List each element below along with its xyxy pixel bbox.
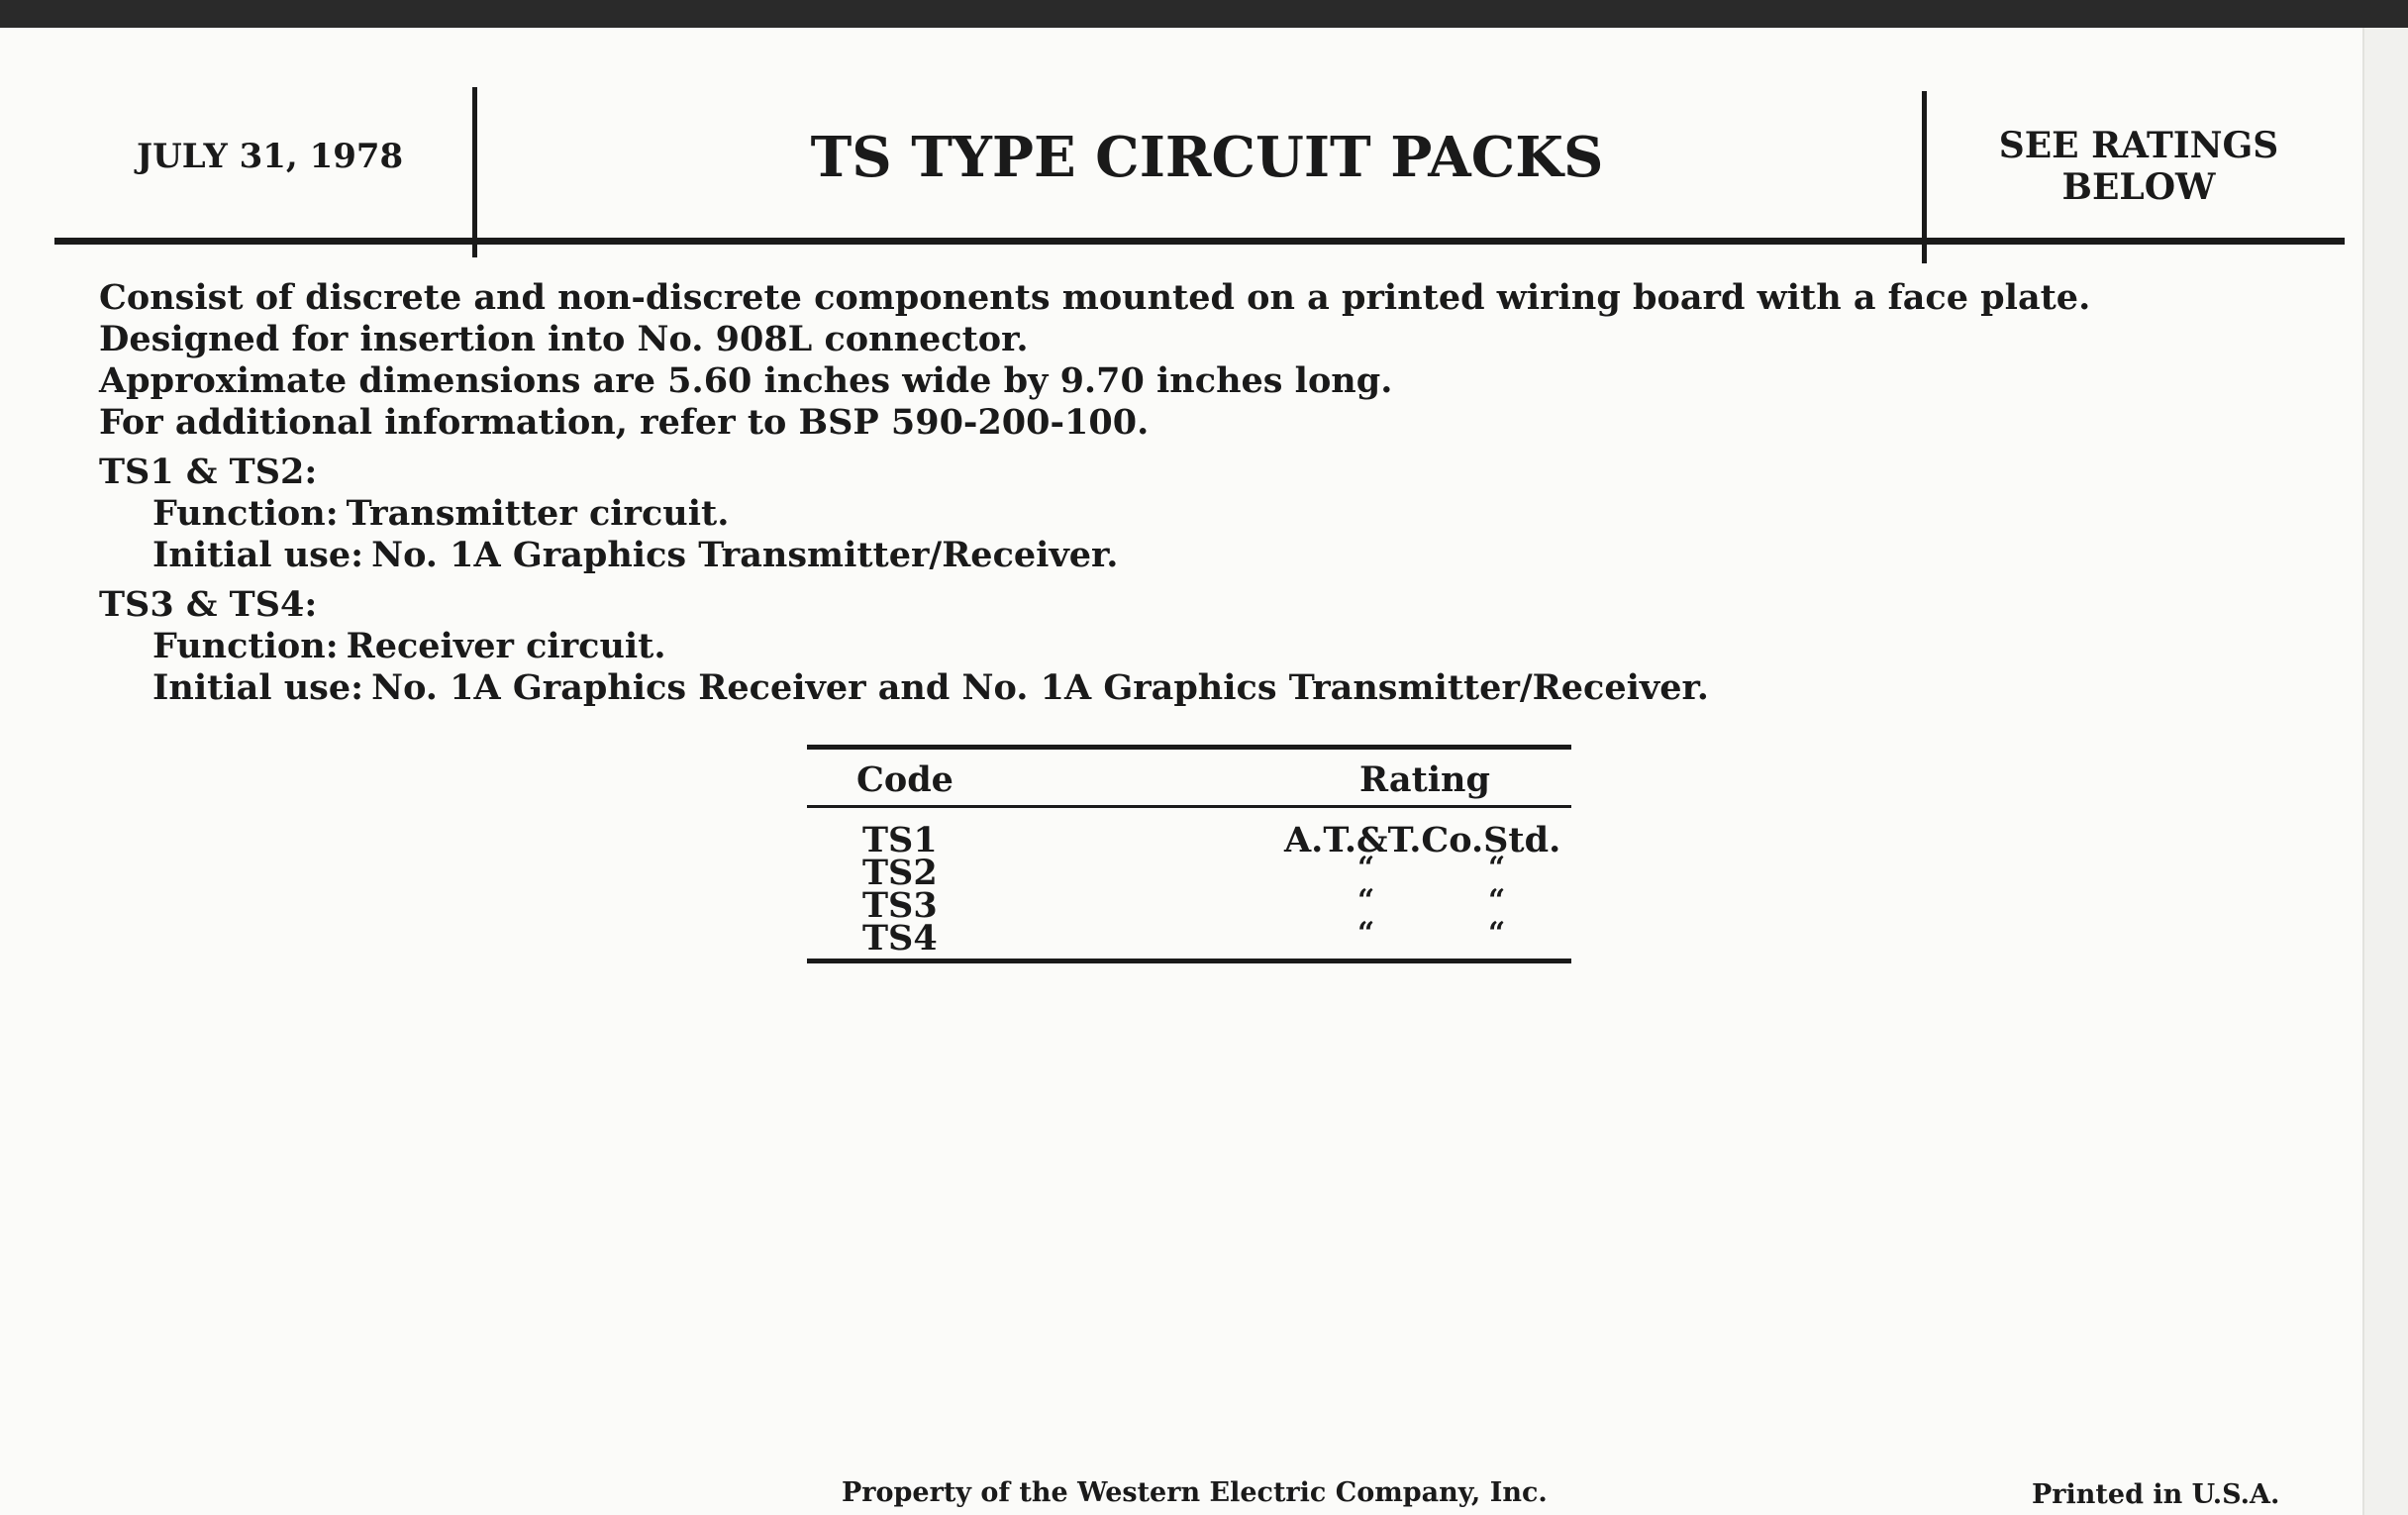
function-label: Function: (152, 493, 339, 534)
function-line (99, 626, 2090, 667)
card-title: TS TYPE CIRCUIT PACKS (810, 125, 1604, 190)
ratings-note-line2: BELOW (2061, 166, 2216, 208)
code-column-header: Code (856, 759, 953, 800)
code-cell: TS1 (862, 820, 938, 860)
catalog-card (0, 28, 2408, 1515)
ditto-mark: “ (1488, 883, 1506, 918)
table-header (807, 750, 1571, 808)
initial-use-label: Initial use: (152, 535, 364, 575)
ratings-note-line1: SEE RATINGS (1998, 125, 2279, 166)
description-line: Designed for insertion into No. 908L connector. (99, 319, 1029, 359)
description-line: For additional information, refer to BSP 590-200-100. (99, 402, 1150, 443)
printed-notice: Printed in U.S.A. (2032, 1479, 2280, 1510)
ditto-mark: “ (1357, 883, 1375, 918)
table-row (807, 883, 1571, 926)
ditto-mark: “ (1488, 851, 1506, 885)
card-edge (2362, 28, 2408, 1515)
initial-use-line (99, 667, 2090, 709)
description-line: Consist of discrete and non-discrete components mounted on a printed wiring board with a face plate. (99, 277, 2091, 318)
table-bottom-rule (807, 959, 1571, 963)
rating-column-header: Rating (1359, 759, 1490, 800)
initial-use-value: No. 1A Graphics Receiver and No. 1A Graphics Transmitter/Receiver. (371, 667, 1709, 708)
ditto-mark: “ (1488, 916, 1506, 951)
initial-use-line (99, 535, 2090, 576)
initial-use-value: No. 1A Graphics Transmitter/Receiver. (371, 535, 1119, 575)
header-divider-left (472, 87, 477, 257)
ditto-mark: “ (1357, 851, 1375, 885)
function-line (99, 493, 2090, 535)
function-label: Function: (152, 626, 339, 666)
table-row (807, 851, 1571, 893)
description (99, 277, 2090, 709)
property-notice: Property of the Western Electric Company, Inc. (842, 1477, 1548, 1508)
card-date: JULY 31, 1978 (137, 137, 404, 176)
table-row (807, 916, 1571, 959)
rating-cell: A.T.&T.Co.Std. (1284, 820, 1561, 860)
ratings-table (807, 745, 1571, 963)
section-heading: TS1 & TS2: (99, 452, 318, 492)
code-cell: TS3 (862, 885, 938, 926)
ditto-mark: “ (1357, 916, 1375, 951)
code-cell: TS2 (862, 853, 938, 893)
function-value: Transmitter circuit. (346, 493, 730, 534)
header-rule (54, 238, 2345, 245)
table-body (807, 808, 1571, 959)
section-heading: TS3 & TS4: (99, 584, 318, 625)
function-value: Receiver circuit. (346, 626, 666, 666)
table-row (807, 820, 1571, 860)
initial-use-label: Initial use: (152, 667, 364, 708)
description-line: Approximate dimensions are 5.60 inches wide by 9.70 inches long. (99, 360, 1393, 401)
ratings-note (1931, 125, 2347, 208)
code-cell: TS4 (862, 918, 938, 959)
